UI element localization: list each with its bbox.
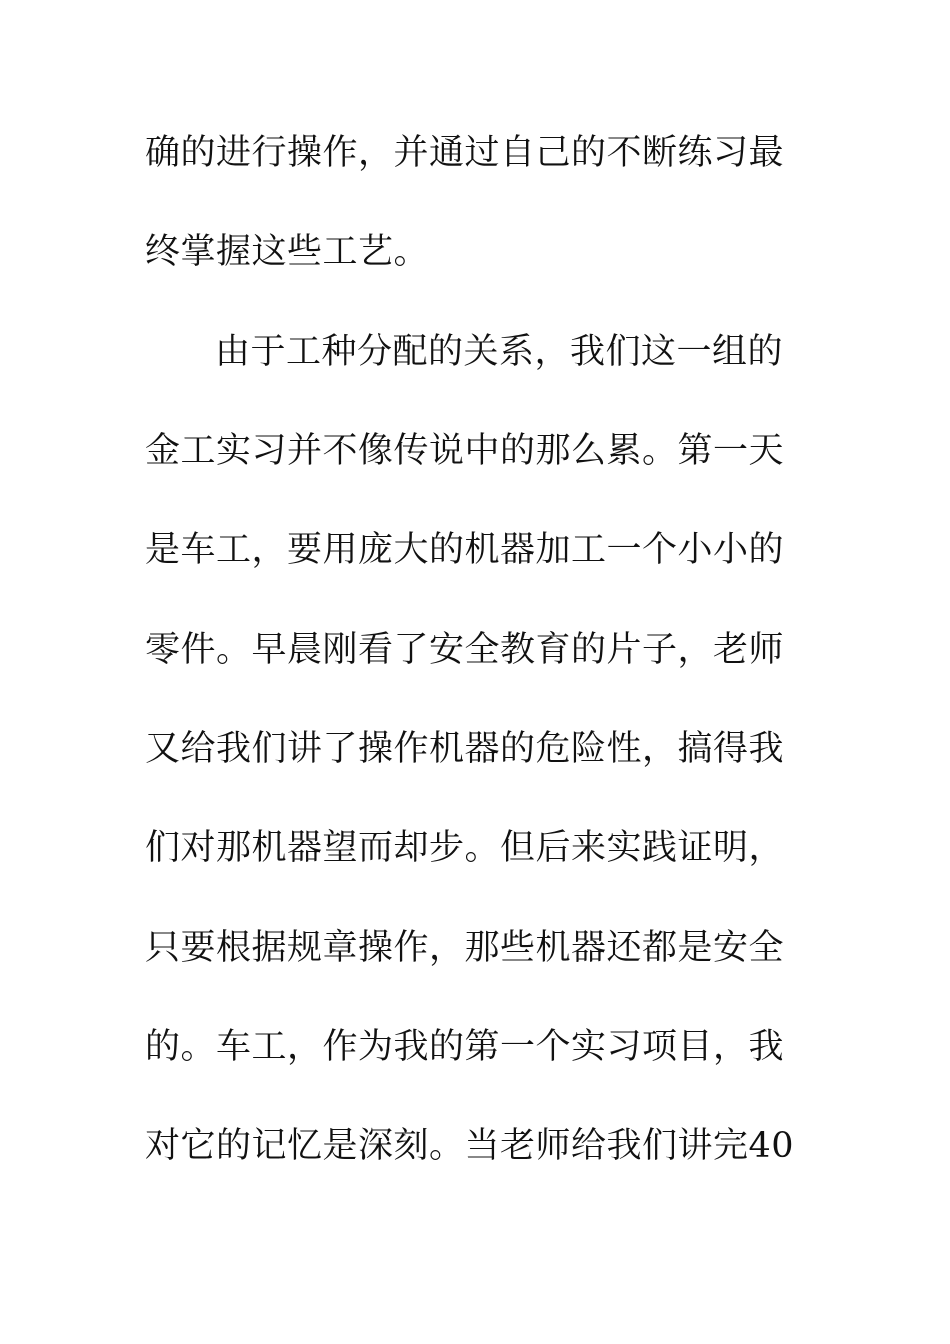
text-line-8: 们对那机器望而却步。但后来实践证明， [145,828,785,868]
text-line-9: 只要根据规章操作，那些机器还都是安全 [145,928,785,968]
text-line-11: 对它的记忆是深刻。当老师给我们讲完40 [145,1126,795,1166]
paragraph-start-line: 由于工种分配的关系，我们这一组的 [215,332,784,372]
text-line-4: 金工实习并不像传说中的那么累。第一天 [145,431,785,471]
text-line-1: 确的进行操作，并通过自己的不断练习最 [145,133,785,173]
text-line-5: 是车工，要用庞大的机器加工一个小小的 [145,530,785,570]
text-line-6: 零件。早晨刚看了安全教育的片子，老师 [145,630,785,670]
text-line-7: 又给我们讲了操作机器的危险性，搞得我 [145,729,785,769]
text-line-10: 的。车工，作为我的第一个实习项目，我 [145,1027,785,1067]
text-line-2: 终掌握这些工艺。 [145,232,430,272]
